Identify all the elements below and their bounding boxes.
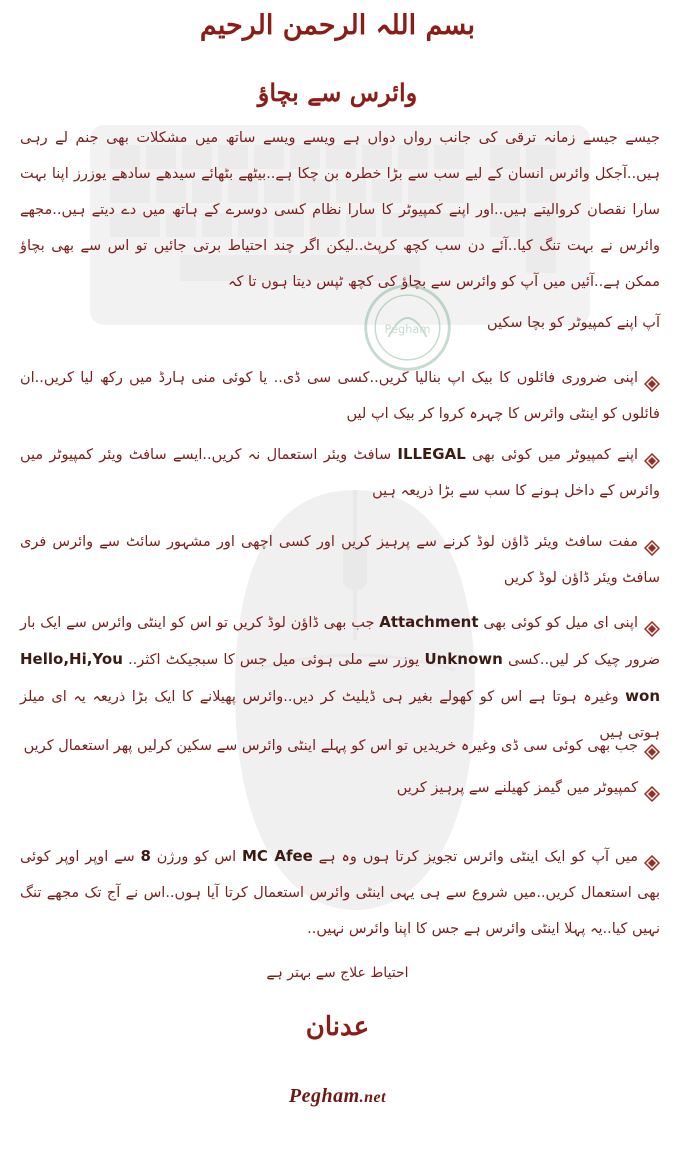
intro-paragraph: جیسے جیسے زمانہ ترقی کی جانب رواں دواں ہے ویسے ویسے ساتھ میں مشکلات بھی جنم لے رہی ہیں..آجکل وائرس انسان کے لیے سب سے بڑا خطرہ بن چکا ہے..بیٹھے بٹھائے سیدھے سادھے یوزرز اپنا بہت سارا نقصان کروالیتے ہیں..اور اپنے کمپیوٹر کا سارا نظام کسی دوسرے کے ہاتھ میں دے دیتے ہیں..مجھے وائرس نے بہت تنگ کیا..آئے دن سب کچھ کرپٹ..لیکن اگر چند احتیاط برتی جائیں تو اس سے بھی بچاؤ ممکن ہے..آئیں میں آپ کو وائرس سے بچاؤ کی کچھ ٹپس دیتا ہوں تا کہ	[20, 130, 660, 290]
tip-text-mid2: یوزر سے ملی ہوئی میل جس کا سبجیکٹ اکثر..	[128, 652, 420, 668]
bullet-icon	[644, 780, 660, 796]
author-name: عدنان	[305, 1012, 370, 1042]
intro-tail: آپ اپنے کمپیوٹر کو بچا سکیں	[486, 315, 660, 331]
seal-watermark-text: Pegham	[384, 322, 431, 337]
bullet-icon	[644, 534, 660, 550]
site-logo	[0, 1085, 675, 1108]
tip-keyword-hello: Hello,Hi,You won	[20, 650, 661, 705]
bismillah-heading: بسم اللہ الرحمن الرحیم	[199, 10, 476, 41]
tip-text-after: سافٹ ویئر استعمال نہ کریں..ایسے سافٹ ویئر کمپیوٹر میں وائرس کے داخل ہونے کا سب سے بڑا ذریعہ ہیں	[20, 447, 660, 499]
tip-keyword-unknown: Unknown	[424, 650, 503, 668]
bullet-icon	[644, 615, 660, 631]
bullet-icon	[644, 849, 660, 865]
page-title: وائرس سے بچاؤ	[257, 78, 418, 107]
tip-text-after: وغیرہ ہوتا ہے اس کو کھولے بغیر ہی ڈیلیٹ کر دیں..وائرس پھیلانے کا ایک بڑا ذریعہ یہ ای میلز ہوتی ہیں	[20, 689, 660, 741]
tip-text: مفت سافٹ ویئر ڈاؤن لوڈ کرنے سے پرہیز کریں اور کسی اچھی اور مشہور سائٹ سے وائرس فری سافٹ ویئر ڈاؤن لوڈ کریں	[20, 534, 660, 586]
bullet-icon	[644, 370, 660, 386]
tip-text: کمپیوٹر میں گیمز کھیلنے سے پرہیز کریں	[396, 780, 638, 796]
tip-text-after: سے اوپر اوپر کوئی بھی استعمال کریں..میں شروع سے ہی یہی اینٹی وائرس استعمال کرتا آیا ہوں..اس نے آج تک مجھے تنگ نہیں کیا..یہ پہلا اینٹی وائرس ہے جس کا اپنا وائرس نہیں..	[20, 849, 660, 937]
tip-item-illegal-software	[20, 436, 660, 509]
tip-keyword-mcafee: MC Afee	[241, 847, 313, 865]
tip-text-mid: اس کو ورژن	[156, 849, 237, 865]
tip-text: اپنی ضروری فائلوں کا بیک اپ بنالیا کریں..کسی سی ڈی.. یا کوئی منی ہارڈ میں رکھ لیا کریں..ان فائلوں کو اینٹی وائرس کا چہرہ کروا کر بیک اپ لیں	[20, 370, 660, 422]
proverb: احتیاط علاج سے بہتر ہے	[266, 965, 409, 981]
bullet-icon	[644, 447, 660, 463]
tip-keyword-attachment: Attachment	[379, 613, 479, 631]
bullet-icon	[644, 738, 660, 754]
tip-item-cd-scan	[20, 728, 660, 764]
tip-item-antivirus-recommendation	[20, 838, 660, 947]
tip-text: جب بھی کوئی سی ڈی وغیرہ خریدیں تو اس کو پہلے اینٹی وائرس سے سکین کرلیں پھر استعمال کریں	[23, 738, 638, 754]
tip-text-before: اپنے کمپیوٹر میں کوئی بھی	[472, 447, 639, 463]
tip-keyword-illegal: ILLEGAL	[397, 445, 466, 463]
tip-item-backup	[20, 360, 660, 432]
site-logo-suffix: .net	[359, 1089, 387, 1106]
tip-text-before: اپنی ای میل کو کوئی بھی	[483, 615, 638, 631]
tip-item-games	[20, 770, 660, 806]
tip-item-free-software	[20, 524, 660, 596]
tip-text-mid: جب بھی ڈاؤن لوڈ کریں تو اس کو اینٹی وائرس سے ایک بار ضرور چیک کر لیں..کسی	[20, 615, 661, 668]
tip-text-before: میں آپ کو ایک اینٹی وائرس تجویز کرتا ہوں وہ ہے	[318, 849, 639, 865]
site-logo-main: Pegham	[288, 1085, 360, 1107]
tip-keyword-version: 8	[140, 847, 151, 865]
